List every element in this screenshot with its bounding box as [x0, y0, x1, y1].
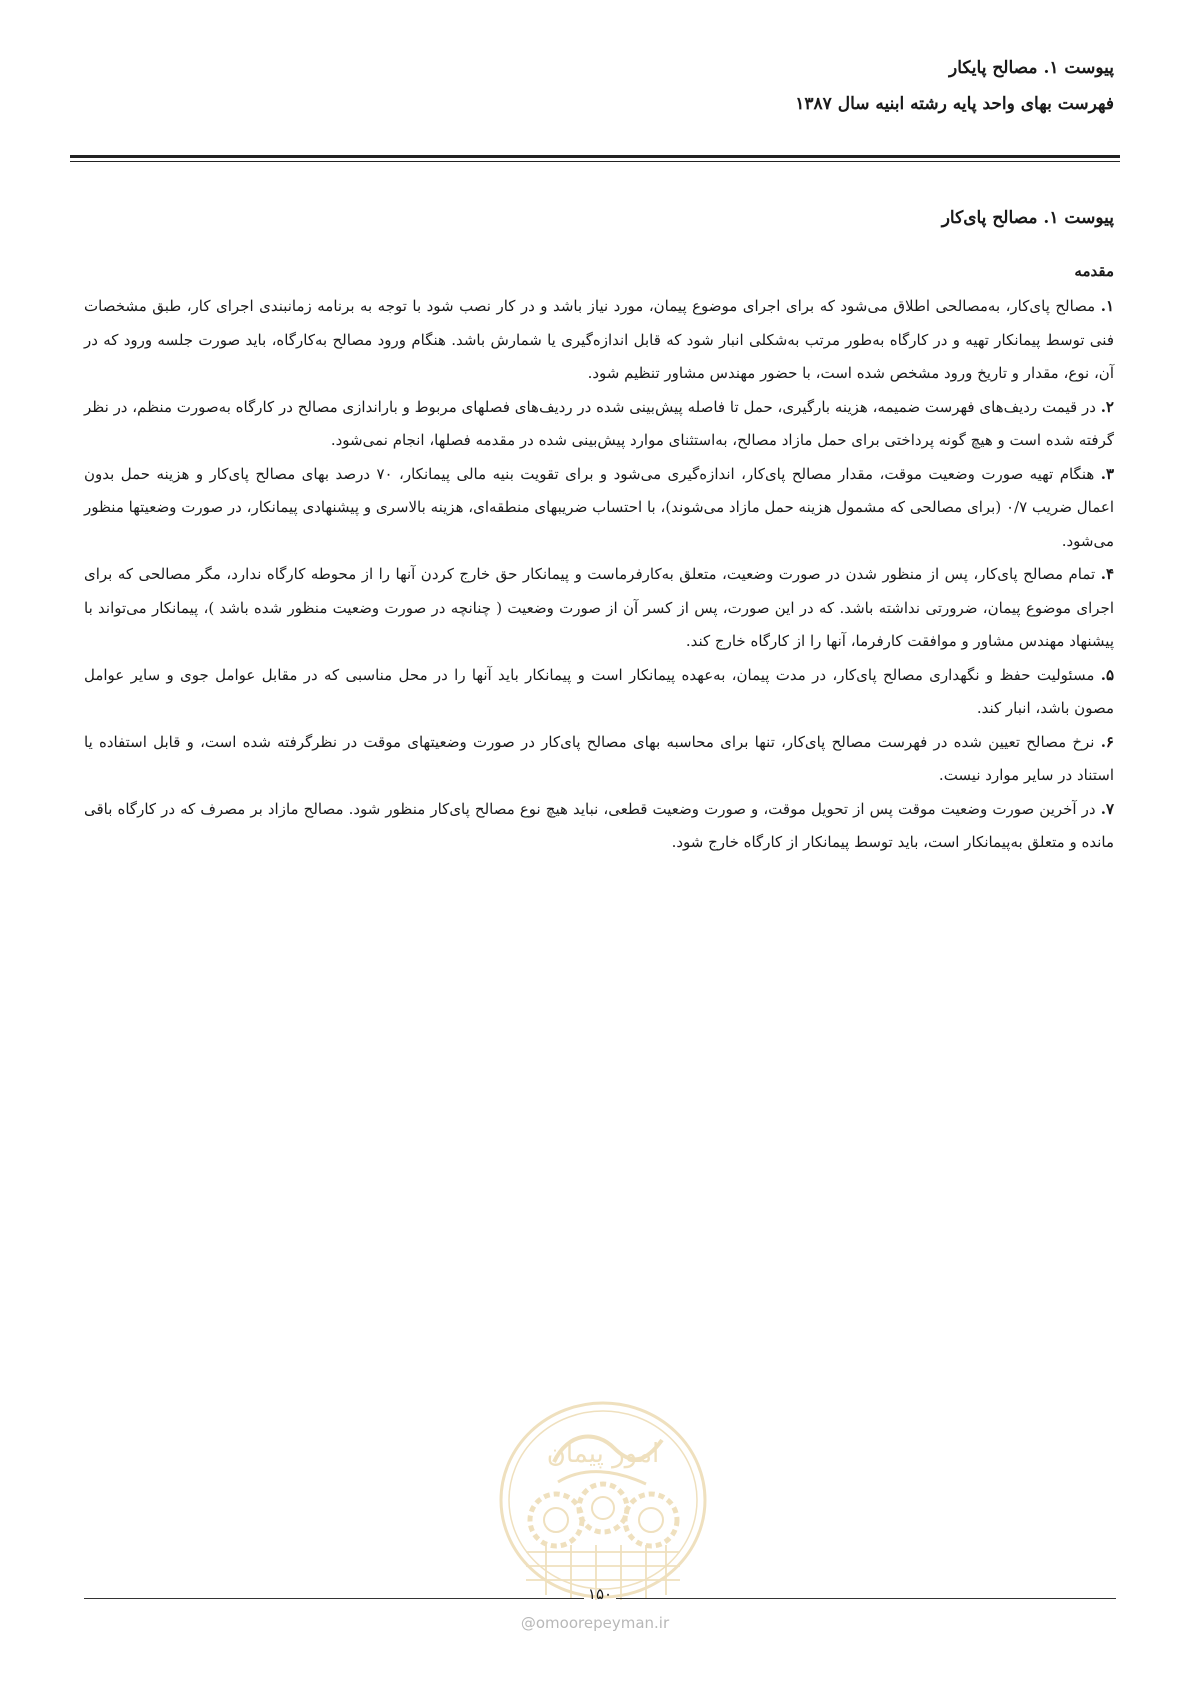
paragraph-6 — [84, 726, 1114, 793]
paragraph-number: ۲. — [1100, 397, 1114, 416]
paragraph-text: در قیمت ردیف‌های فهرست ضمیمه، هزینه بارگیری، حمل تا فاصله پیش‌بینی شده در ردیف‌های فصلهای مربوط و باراندازی مصالح در کارگاه به‌صورت منظم، در نظر گرفته شده است و هیچ گونه پرداختی برای حمل مازاد مصالح، به‌استثنای موارد پیش‌بینی شده در مقدمه فصلها، انجام نمی‌شود. — [84, 397, 1114, 449]
section-title: پیوست ۱. مصالح پای‌کار — [941, 208, 1114, 228]
paragraph-text: مصالح پای‌کار، به‌مصالحی اطلاق می‌شود که برای اجرای موضوع پیمان، مورد نیاز باشد و در کار نصب شود با توجه به برنامه زمانبندی اجرای کار، طبق مشخصات فنی توسط پیمانکار تهیه و در کارگاه به‌طور مرتب به‌شکلی انبار شود که قابل اندازه‌گیری یا شمارش باشد. هنگام ورود مصالح به‌کارگاه، باید صورت جلسه ورود که در آن، نوع، مقدار و تاریخ ورود مشخص شده است، با حضور مهندس مشاور تنظیم شود. — [84, 297, 1114, 382]
paragraph-text: مسئولیت حفظ و نگهداری مصالح پای‌کار، در مدت پیمان، به‌عهده پیمانکار است و پیمانکار باید آنها را در محل مناسبی که در مقابل عوامل جوی و سایر عوامل مصون باشد، انبار کند. — [84, 665, 1114, 717]
paragraph-4 — [84, 558, 1114, 659]
paragraph-text: نرخ مصالح تعیین شده در فهرست مصالح پای‌کار، تنها برای محاسبه بهای مصالح پای‌کار در صورت وضعیتهای موقت در نظرگرفته شده است، و قابل استفاده یا استناد در سایر موارد نیست. — [84, 732, 1114, 784]
paragraph-number: ۶. — [1100, 732, 1114, 751]
header-chapter-title: پیوست ۱. مصالح پایکار — [949, 58, 1114, 78]
paragraph-number: ۱. — [1100, 297, 1114, 315]
header-rule-thick — [70, 155, 1120, 158]
paragraph-number: ۷. — [1100, 799, 1114, 818]
main-content — [84, 208, 1114, 860]
paragraph-5 — [84, 659, 1114, 726]
paragraph-text: هنگام تهیه صورت وضعیت موقت، مقدار مصالح پای‌کار، اندازه‌گیری می‌شود و برای تقویت بنیه مالی پیمانکار، ۷۰ درصد بهای مصالح پای‌کار و هزینه حمل بدون اعمال ضریب ۰/۷ (برای مصالحی که مشمول هزینه حمل مازاد می‌شوند)، با احتساب ضریبهای منطقه‌ای، هزینه بالاسری و پیشنهادی پیمانکار، در صورت وضعیتها منظور می‌شود. — [84, 464, 1114, 550]
paragraph-number: ۳. — [1100, 464, 1115, 483]
paragraph-3 — [84, 458, 1114, 559]
page-number: ۱۵۰ — [587, 1585, 613, 1603]
logo-text: امور پیمان — [546, 1439, 660, 1469]
paragraph-1 — [84, 290, 1114, 391]
paragraph-text: تمام مصالح پای‌کار، پس از منظور شدن در صورت وضعیت، متعلق به‌کارفرماست و پیمانکار حق خارج کردن آنها را از محوطه کارگاه ندارد، مگر مصالحی که برای اجرای موضوع پیمان، ضرورتی نداشته باشد. که در این صورت، پس از کسر آن از صورت وضعیت ( چنانچه در صورت وضعیت منظور شده باشد )، پیمانکار می‌تواند با پیشنهاد مهندس مشاور و موافقت کارفرما، آنها را از کارگاه خارج کند. — [84, 565, 1114, 650]
paragraph-number: ۵. — [1100, 665, 1114, 684]
page-header — [76, 58, 1114, 130]
header-rule-thin — [70, 161, 1120, 162]
site-link[interactable]: @omoorepeyman.ir — [520, 1614, 670, 1632]
footer-rule-left — [84, 1598, 584, 1599]
omoorepeyman-logo-icon — [496, 1400, 710, 1606]
header-document-title: فهرست بهای واحد پایه رشته ابنیه سال ۱۳۸۷ — [795, 94, 1114, 114]
paragraph-7 — [84, 793, 1114, 860]
footer-rule-right — [616, 1598, 1116, 1599]
paragraph-text: در آخرین صورت وضعیت موقت پس از تحویل موقت، و صورت وضعیت قطعی، نباید هیچ نوع مصالح پای‌کار منظور شود. مصالح مازاد بر مصرف که در کارگاه باقی مانده و متعلق به‌پیمانکار است، باید توسط پیمانکار از کارگاه خارج شود. — [84, 799, 1114, 851]
paragraph-2 — [84, 391, 1114, 458]
paragraph-number: ۴. — [1100, 565, 1114, 583]
intro-title: مقدمه — [1074, 262, 1114, 280]
